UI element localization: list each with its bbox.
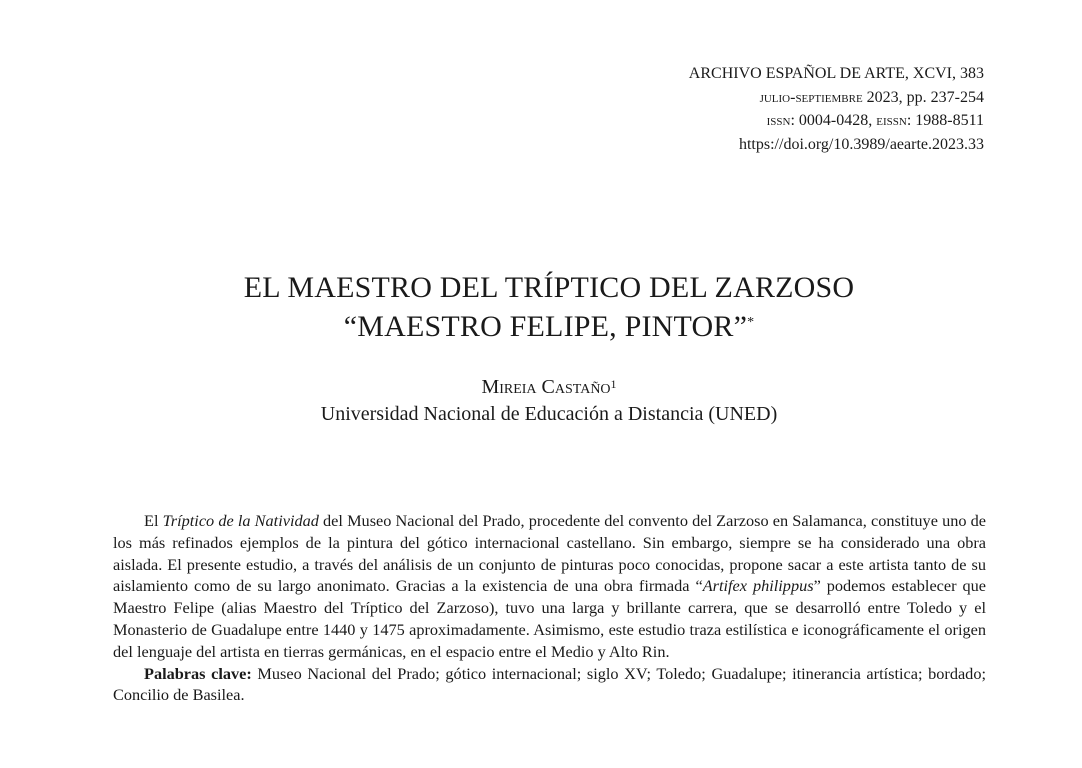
author-line	[0, 374, 1082, 401]
abstract-text-3: ” podemos establecer que Maestro Felipe (alias Maestro del Tríptico del Zarzoso), tuvo una larga y brillante carrera, que se desarrolló entre Toledo y el Monasterio de Guadalupe entre 1440 y 1475 aproximadamente. Asimismo, este estudio traza estilística e iconográficamente el origen del lenguaje del artista en tierras germánicas, en el espacio entre el Medio y Alto Rin.	[113, 576, 986, 661]
title-line-2-text: “MAESTRO FELIPE, PINTOR”	[343, 310, 748, 343]
abstract	[113, 510, 986, 706]
keywords-label: Palabras clave:	[144, 663, 252, 683]
author-affiliation: Universidad Nacional de Educación a Distancia (UNED)	[320, 403, 778, 425]
abstract-text-2: del Museo Nacional del Prado, procedente del convento del Zarzoso en Salamanca, constituye uno de los más refinados ejemplos de la pintura del gótico internacional castellano. Sin embargo, siempre se ha considerado una obra aislada. El presente estudio, a través del análisis de un conjunto de pinturas poco conocidas, propone sacar a este artista tanto de su aislamiento como de su largo anonimato. Gracias a la existencia de una obra firmada “	[113, 511, 986, 596]
title-line-1: EL MAESTRO DEL TRÍPTICO DEL ZARZOSO	[243, 271, 855, 304]
author-name: Mireia Castaño	[481, 376, 611, 398]
journal-issue	[689, 86, 984, 110]
issue-months: julio-septiembre	[759, 88, 863, 106]
eissn-value: : 1988-8511	[906, 112, 984, 129]
eissn-label: eissn	[876, 112, 907, 129]
journal-issn	[689, 109, 984, 133]
journal-name: ARCHIVO ESPAÑOL DE ARTE, XCVI, 383	[688, 65, 984, 82]
abstract-italic-title: Tríptico de la Natividad	[162, 511, 319, 530]
issn-label: issn	[766, 112, 791, 129]
article-title	[0, 268, 1082, 346]
abstract-text-1: El	[144, 511, 163, 530]
keywords-paragraph	[113, 663, 986, 707]
journal-header	[689, 62, 984, 156]
author-block	[0, 374, 1082, 428]
abstract-italic-signature: Artifex philippus	[702, 576, 814, 596]
title-footnote-mark[interactable]: *	[747, 315, 755, 330]
issue-pages: 2023, pp. 237-254	[862, 88, 984, 106]
author-footnote-mark[interactable]: 1	[610, 377, 617, 391]
abstract-paragraph	[113, 510, 986, 663]
title-line-2	[0, 307, 1082, 346]
issn-value: : 0004-0428,	[790, 112, 877, 129]
keywords-text: Museo Nacional del Prado; gótico internacional; siglo XV; Toledo; Guadalupe; itinerancia artística; bordado; Concilio de Basilea.	[113, 663, 986, 705]
journal-doi[interactable]: https://doi.org/10.3989/aearte.2023.33	[738, 135, 984, 153]
